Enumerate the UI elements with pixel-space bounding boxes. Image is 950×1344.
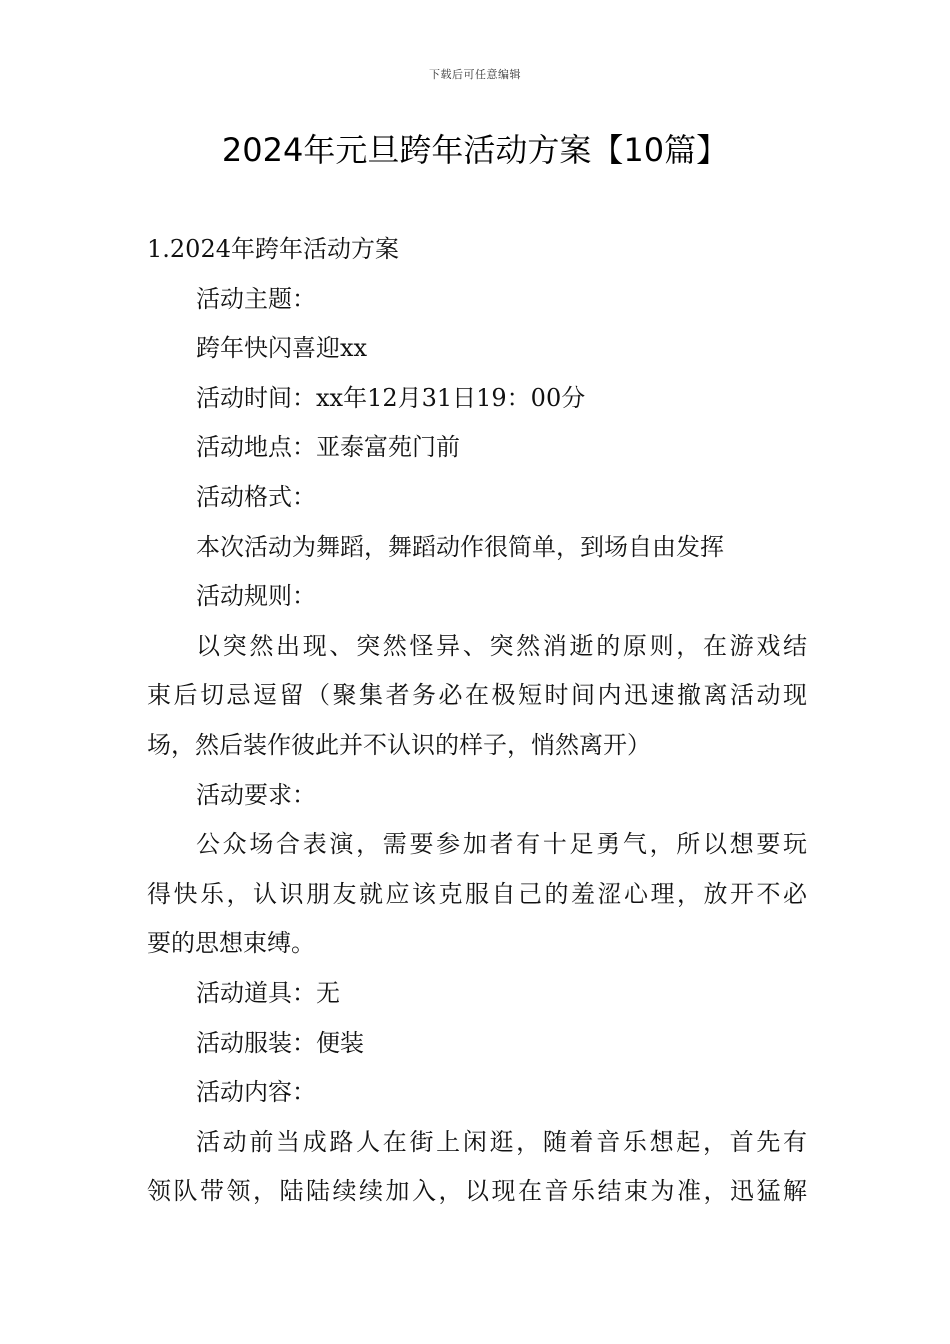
- rules-label: 活动规则：: [196, 582, 316, 611]
- rules-paragraph-line: 以突然出现、突然怪异、突然消逝的原则，在游戏结: [196, 631, 807, 660]
- format-value: 本次活动为舞蹈，舞蹈动作很简单，到场自由发挥: [196, 532, 724, 561]
- rules-paragraph-line: 场，然后装作彼此并不认识的样子，悄然离开）: [147, 730, 651, 759]
- section-heading: 1.2024年跨年活动方案: [147, 235, 399, 263]
- content-paragraph-line: 领队带领，陆陆续续加入，以现在音乐结束为准，迅猛解: [147, 1177, 807, 1206]
- dress-line: 活动服装：便装: [196, 1028, 364, 1057]
- theme-label: 活动主题：: [196, 284, 316, 313]
- content-label: 活动内容：: [196, 1078, 316, 1107]
- document-body: [147, 225, 807, 1217]
- requirements-paragraph-line: 公众场合表演，需要参加者有十足勇气，所以想要玩: [196, 830, 807, 859]
- rules-paragraph-line: 束后切忌逗留（聚集者务必在极短时间内迅速撤离活动现: [147, 681, 807, 710]
- time-line: 活动时间：xx年12月31日19：00分: [196, 383, 586, 412]
- requirements-paragraph-line: 要的思想束缚。: [147, 929, 315, 958]
- props-line: 活动道具：无: [196, 978, 340, 1007]
- content-paragraph-line: 活动前当成路人在街上闲逛，随着音乐想起，首先有: [196, 1127, 807, 1156]
- header-note: 下载后可任意编辑: [429, 68, 521, 81]
- format-label: 活动格式：: [196, 482, 316, 511]
- requirements-label: 活动要求：: [196, 780, 316, 809]
- document-title: 2024年元旦跨年活动方案【10篇】: [221, 131, 729, 169]
- requirements-paragraph-line: 得快乐，认识朋友就应该克服自己的羞涩心理，放开不必: [147, 879, 807, 908]
- place-line: 活动地点：亚泰富苑门前: [196, 433, 460, 462]
- theme-value: 跨年快闪喜迎xx: [196, 334, 368, 363]
